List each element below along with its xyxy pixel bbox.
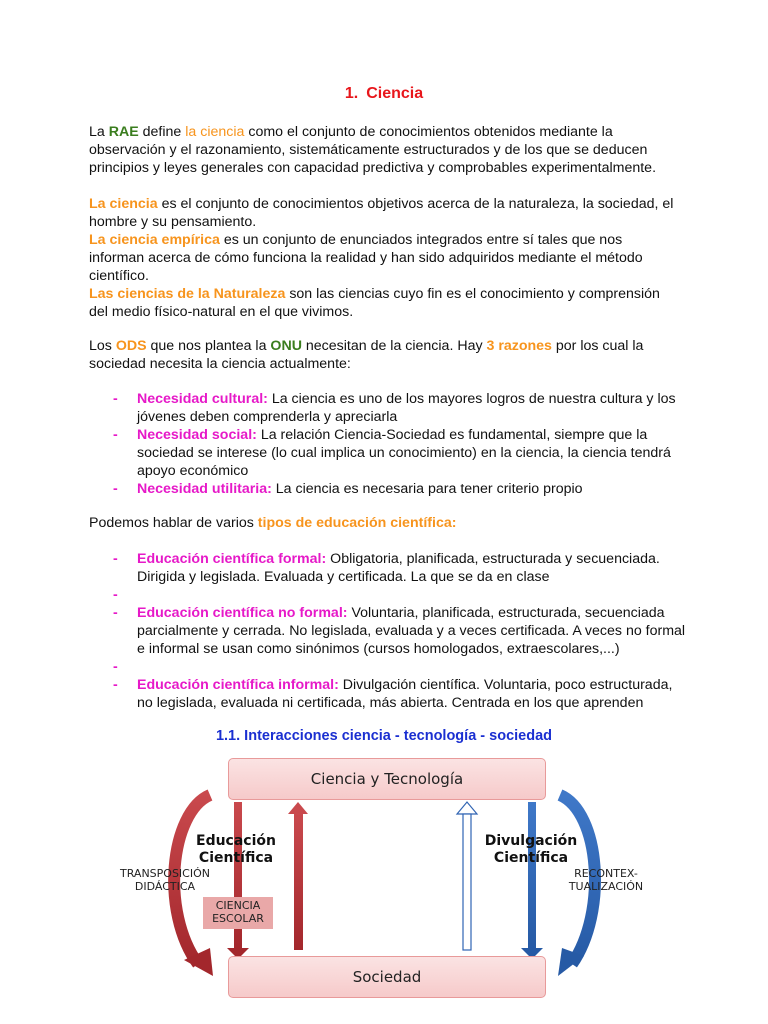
list-item: [89, 426, 689, 480]
bullet: -: [113, 605, 118, 621]
term-la-ciencia: la ciencia: [185, 124, 245, 140]
list-item: [89, 586, 689, 604]
need-term: Necesidad cultural:: [137, 391, 268, 407]
label-line: Científica: [493, 850, 569, 866]
label-line: DIDÁCTICA: [134, 880, 196, 893]
need-text: La relación Ciencia-Sociedad es fundamental, siempre que la sociedad se interese (lo cual implica un conocimiento) en la ciencia, la ciencia tendrá apoyo económico: [137, 427, 671, 479]
text-run: necesitan de la ciencia. Hay: [301, 338, 487, 354]
text-run: son las ciencias cuyo fin es el conocimiento y comprensión del medio físico-natural en el que vivimos.: [89, 286, 660, 320]
list-item: [89, 658, 689, 676]
ciencia-escolar-box: [203, 897, 273, 929]
label-line: Educación: [196, 833, 276, 849]
text-run: por los cual la sociedad necesita la ciencia actualmente:: [89, 338, 644, 372]
need-text: La ciencia es necesaria para tener criterio propio: [271, 481, 583, 497]
text-run: define: [138, 124, 186, 140]
paragraph-tipos: [89, 514, 679, 532]
section-title: [0, 85, 768, 103]
label-line: Científica: [198, 850, 274, 866]
section-title-text: Ciencia: [366, 85, 424, 102]
label-line: Divulgación: [484, 833, 578, 849]
label-line: ESCOLAR: [212, 912, 264, 925]
down-arrow-red: [227, 802, 249, 959]
divulgacion-cientifica-label: [476, 833, 586, 867]
subsection-title: 1.1. Interacciones ciencia - tecnología - sociedad: [215, 728, 553, 744]
bullet: -: [113, 677, 118, 693]
sociedad-box: Sociedad: [228, 956, 546, 998]
list-item: [89, 676, 689, 712]
edu-text: Voluntaria, planificada, estructurada, secuenciada parcialmente y cerrada. No legislada, evaluada y a veces certificada. A veces no formal e informal se usan como sinónimos (cursos homologados, extraescolares,...): [137, 605, 686, 657]
need-text: La ciencia es uno de los mayores logros de nuestra cultura y los jóvenes deben comprenderla y apreciarla: [137, 391, 676, 425]
list-item: [89, 390, 689, 426]
definition-ciencia-empirica: [89, 231, 679, 285]
down-arrow-blue: [521, 802, 543, 959]
bullet: -: [113, 391, 118, 407]
need-term: Necesidad social:: [137, 427, 257, 443]
text-run: que nos plantea la: [146, 338, 271, 354]
term-ciencia-empirica: La ciencia empírica: [89, 232, 220, 248]
text-run: La: [89, 124, 109, 140]
bullet: -: [113, 551, 118, 567]
needs-list: [89, 390, 689, 498]
label-line: CIENCIA: [215, 899, 261, 912]
term-la-ciencia: La ciencia: [89, 196, 158, 212]
label-line: TRANSPOSICIÓN: [120, 867, 210, 880]
bullet: -: [113, 587, 118, 603]
term-tipos-educacion: tipos de educación científica:: [257, 515, 457, 531]
label-line: RECONTEX-: [574, 867, 638, 880]
list-item: [89, 480, 689, 498]
label-line: TUALIZACIÓN: [568, 880, 644, 893]
text-run: es un conjunto de enunciados integrados entre sí tales que nos informan acerca de cómo funciona la realidad y han sido adquiridos mediante el método científico.: [89, 232, 643, 284]
list-item: [89, 550, 689, 586]
text-run: como el conjunto de conocimientos obtenidos mediante la observación y el razonamiento, sistemáticamente estructurados y de los que se deducen principios y leyes generales con capacidad predictiva y comprobables experimentalmente.: [89, 124, 657, 176]
bullet: -: [113, 427, 118, 443]
term-3-razones: 3 razones: [486, 338, 552, 354]
definition-ciencias-naturaleza: [89, 285, 679, 321]
edu-term: Educación científica no formal:: [137, 605, 348, 621]
paragraph-rae-definition: [89, 123, 679, 177]
transposicion-didactica-label: [110, 867, 220, 893]
paragraph-definitions: [89, 195, 679, 321]
ciencia-tecnologia-box: Ciencia y Tecnología: [228, 758, 546, 800]
edu-text: Obligatoria, planificada, estructurada y secuenciada. Dirigida y legislada. Evaluada y certificada. La que se da en clase: [137, 551, 660, 585]
recontextualizacion-label: [556, 867, 656, 893]
term-ods: ODS: [115, 338, 147, 354]
bullet: -: [113, 481, 118, 497]
cts-diagram: [100, 752, 670, 1022]
text-run: Los: [89, 338, 116, 354]
edu-term: Educación científica formal:: [137, 551, 327, 567]
up-arrow-red: [288, 802, 308, 950]
term-ciencias-naturaleza: Las ciencias de la Naturaleza: [89, 286, 286, 302]
term-rae: RAE: [108, 124, 139, 140]
list-item: [89, 604, 689, 658]
section-number: 1.: [344, 85, 359, 102]
bullet: -: [113, 659, 118, 675]
need-term: Necesidad utilitaria:: [137, 481, 272, 497]
educacion-cientifica-label: [188, 833, 284, 867]
edu-term: Educación científica informal:: [137, 677, 339, 693]
paragraph-ods: [89, 337, 679, 373]
up-arrow-hollow-blue: [457, 802, 477, 950]
edu-text: Divulgación científica. Voluntaria, poco estructurada, no legislada, evaluada ni certificada, más abierta. Centrada en los que aprenden: [137, 677, 673, 711]
text-run: es el conjunto de conocimientos objetivos acerca de la naturaleza, la sociedad, el hombre y su pensamiento.: [89, 196, 674, 230]
definition-ciencia: [89, 195, 679, 231]
term-onu: ONU: [270, 338, 302, 354]
text-run: Podemos hablar de varios: [89, 515, 258, 531]
education-types-list: [89, 550, 689, 712]
